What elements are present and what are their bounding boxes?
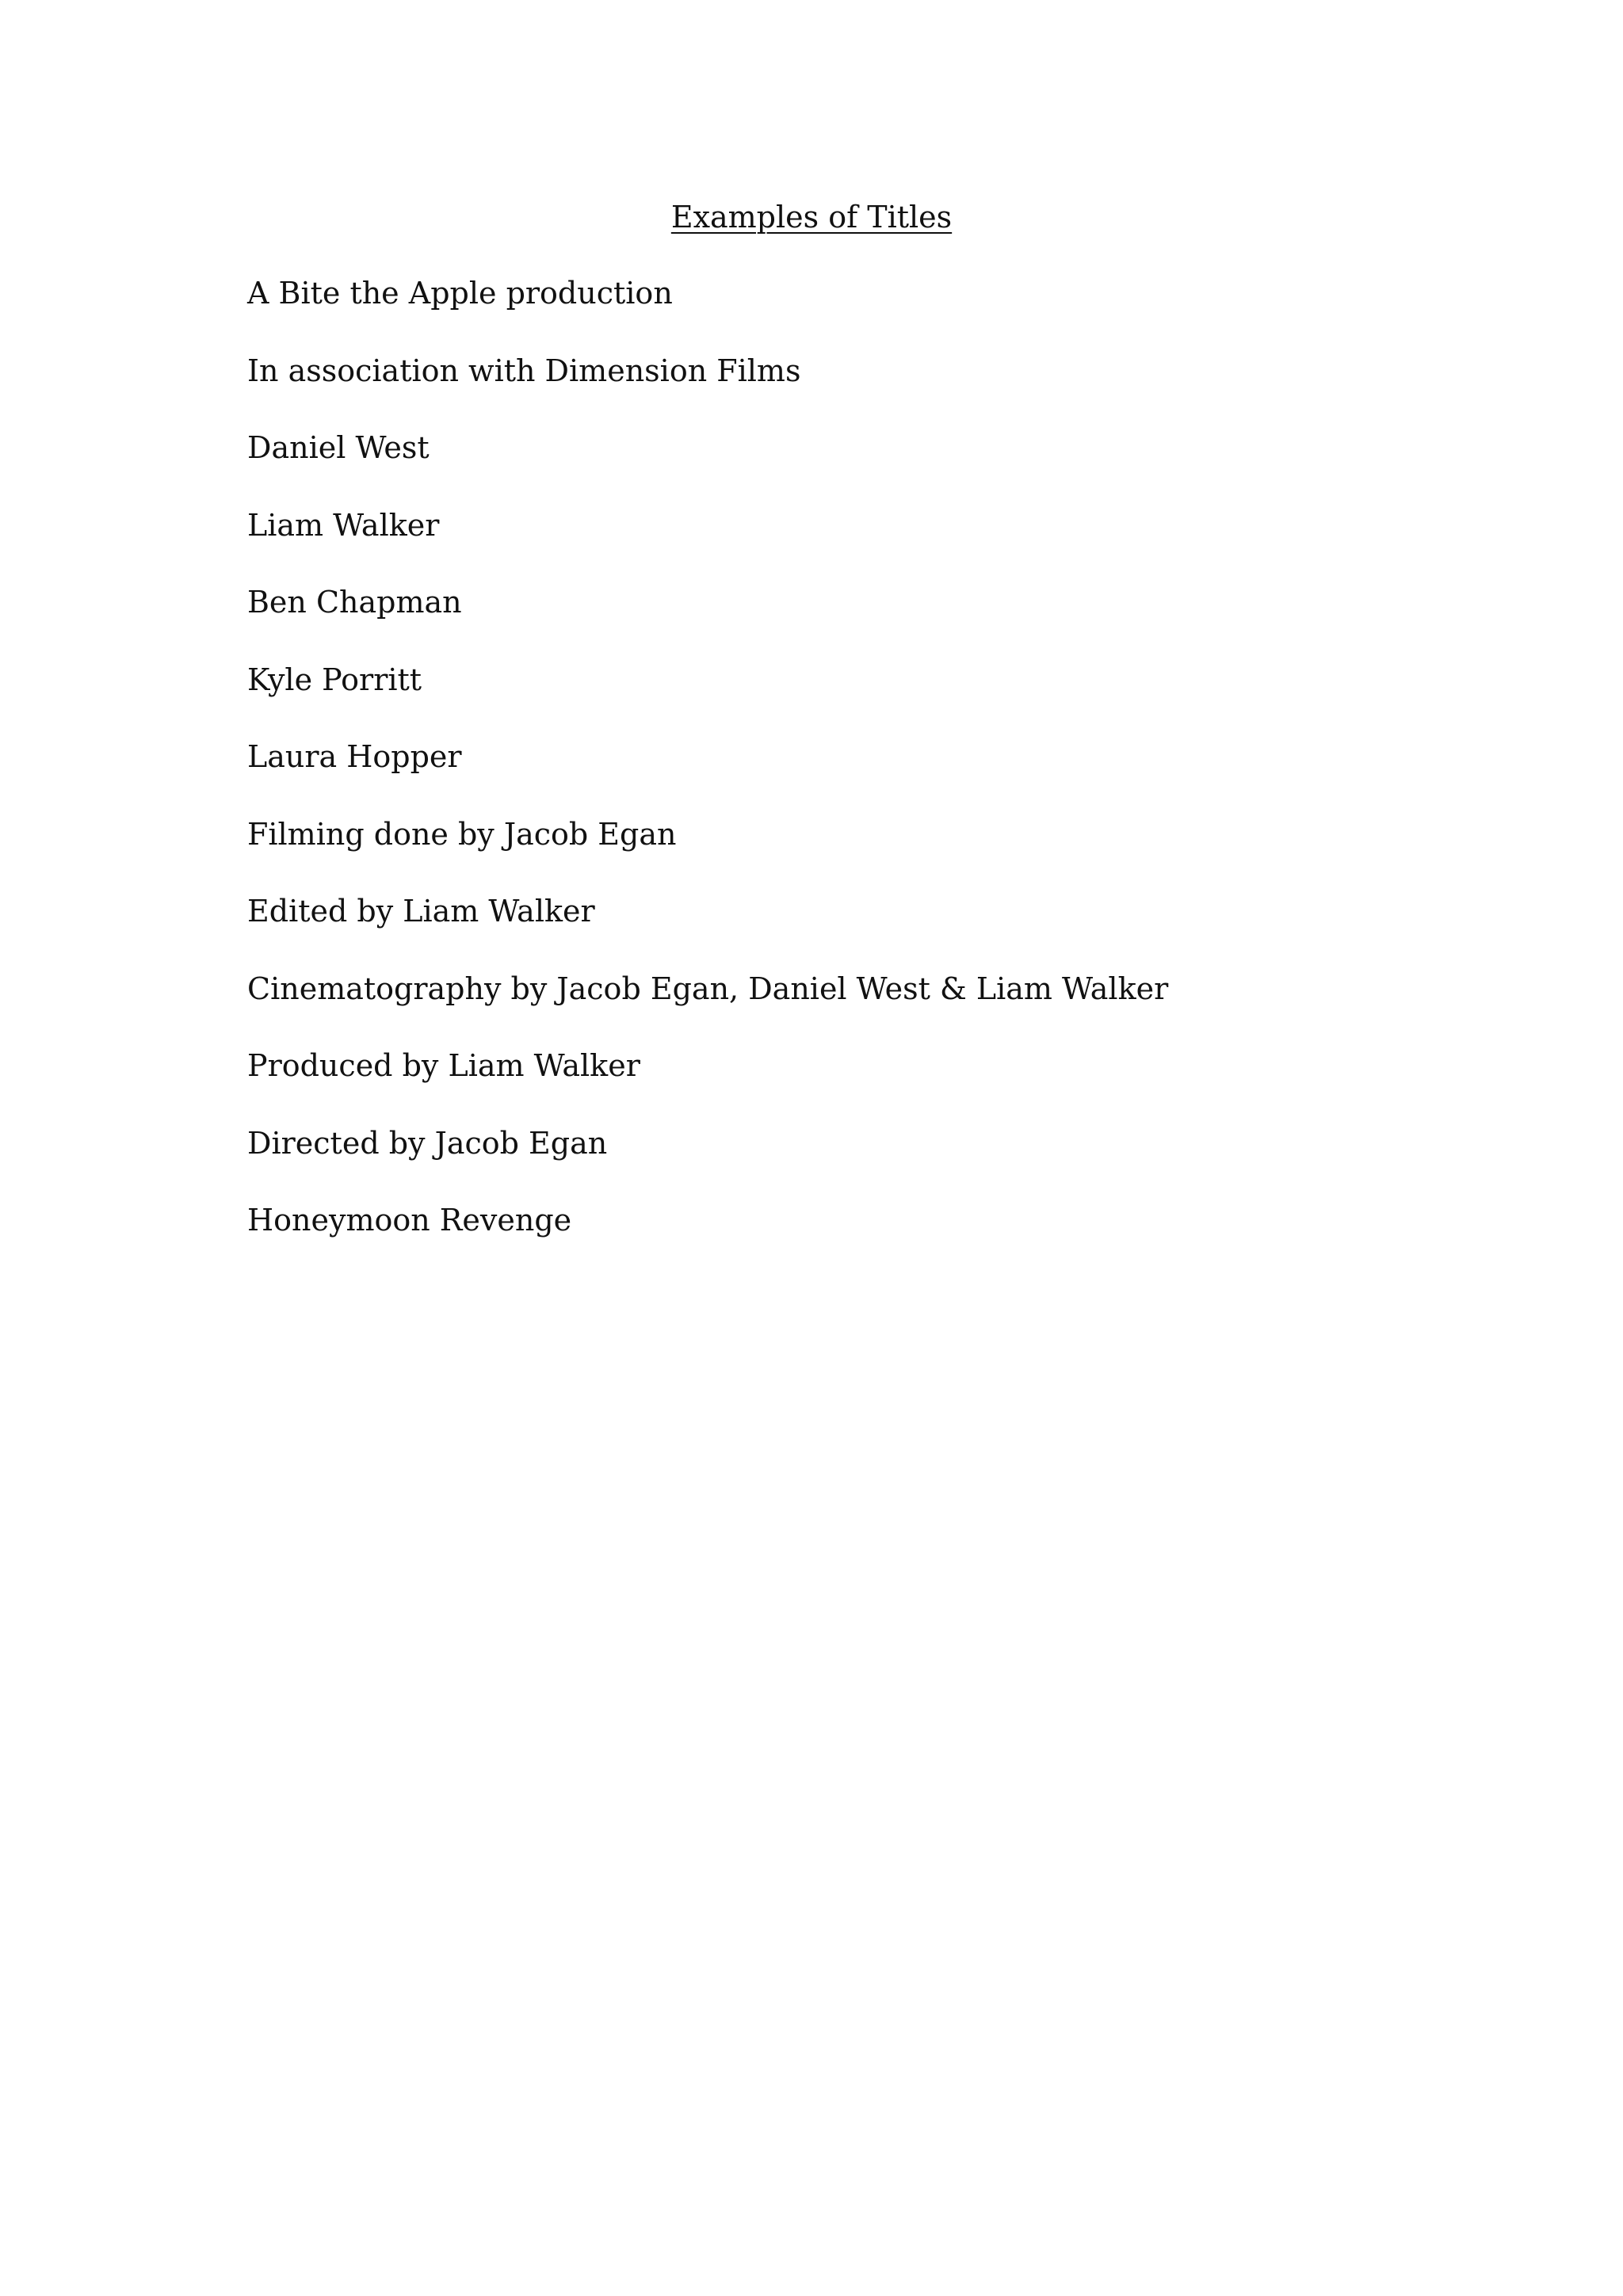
credit-line-production: A Bite the Apple production	[247, 276, 673, 311]
credit-line-director: Directed by Jacob Egan	[247, 1125, 608, 1161]
credit-line-editing: Edited by Liam Walker	[247, 894, 595, 929]
credit-line-film-title: Honeymoon Revenge	[247, 1203, 572, 1238]
credit-line-cinematography: Cinematography by Jacob Egan, Daniel West & Liam Walker	[247, 971, 1169, 1006]
credit-line-cast: Laura Hopper	[247, 739, 462, 774]
credit-line-cast: Kyle Porritt	[247, 662, 422, 697]
credit-line-producer: Produced by Liam Walker	[247, 1048, 640, 1083]
document-title: Examples of Titles	[670, 200, 953, 235]
credit-line-cast: Ben Chapman	[247, 585, 462, 620]
credit-line-filming: Filming done by Jacob Egan	[247, 816, 677, 852]
credits-list	[247, 273, 1436, 1277]
credit-line-association: In association with Dimension Films	[247, 353, 801, 388]
credit-line-cast: Liam Walker	[247, 507, 440, 543]
credit-line-cast: Daniel West	[247, 430, 430, 465]
